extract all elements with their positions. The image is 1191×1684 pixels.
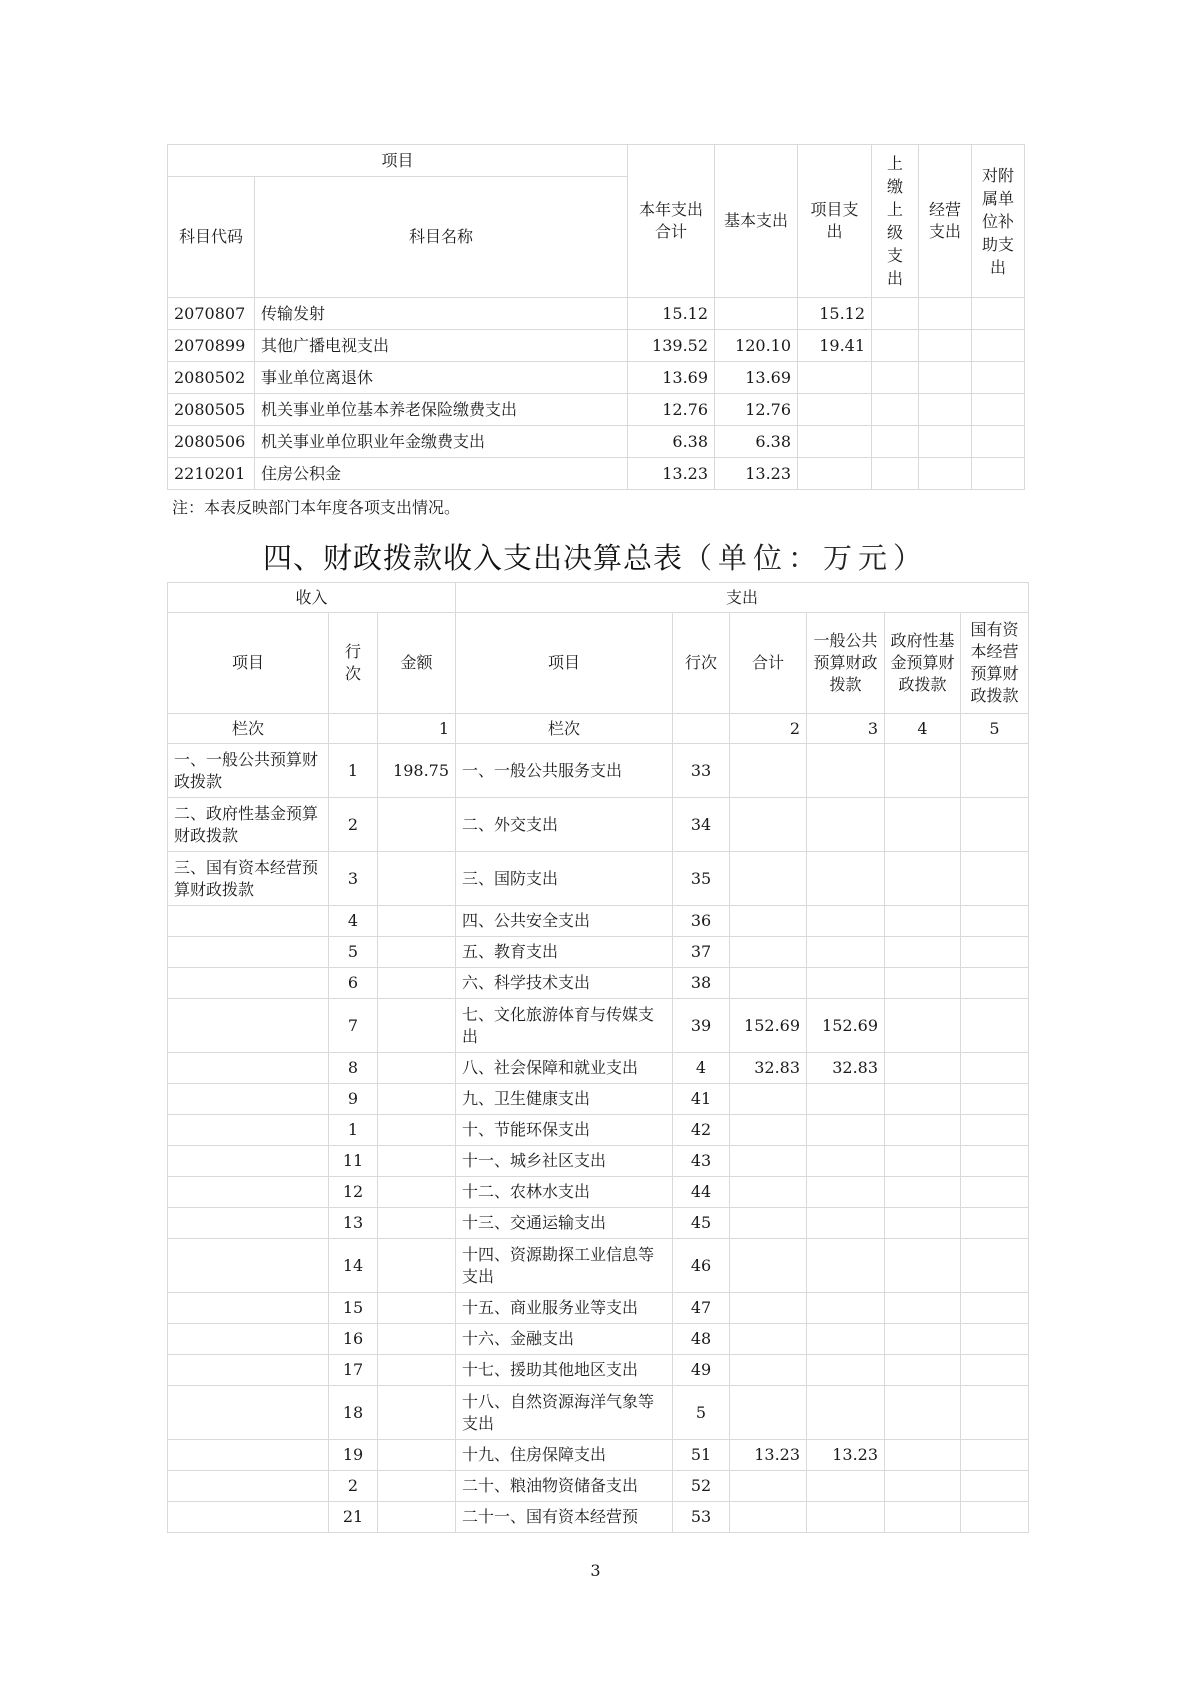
cell-ex-line: 46 bbox=[673, 1239, 730, 1293]
cell-ex-item: 二十一、国有资本经营预 bbox=[456, 1502, 673, 1533]
cell-basic: 13.23 bbox=[715, 458, 798, 490]
cell-total: 13.23 bbox=[628, 458, 715, 490]
cell-subsidy bbox=[972, 298, 1025, 330]
cell-in-line: 8 bbox=[329, 1053, 378, 1084]
cell-ex-item: 十七、援助其他地区支出 bbox=[456, 1355, 673, 1386]
table-row bbox=[168, 1502, 1029, 1533]
cell-in-line: 1 bbox=[329, 1115, 378, 1146]
cell-state bbox=[961, 1115, 1029, 1146]
header-total: 本年支出合计 bbox=[628, 145, 715, 298]
cell-project bbox=[798, 458, 872, 490]
table-row bbox=[168, 362, 1025, 394]
header-basic: 基本支出 bbox=[715, 145, 798, 298]
cell-total bbox=[730, 1293, 807, 1324]
table-row bbox=[168, 1471, 1029, 1502]
header-subsidy: 对附属单位补助支出 bbox=[972, 145, 1025, 298]
table-row bbox=[168, 1146, 1029, 1177]
cell-general bbox=[807, 744, 885, 798]
header-ex-line: 行次 bbox=[673, 613, 730, 714]
header-in-item: 项目 bbox=[168, 613, 329, 714]
cell-ex-item: 四、公共安全支出 bbox=[456, 906, 673, 937]
cell-in-item: 一、一般公共预算财政拨款 bbox=[168, 744, 329, 798]
cell-ex-line: 38 bbox=[673, 968, 730, 999]
cell-in-amount bbox=[378, 968, 456, 999]
cell-business bbox=[919, 362, 972, 394]
cell-in-amount bbox=[378, 1471, 456, 1502]
cell-in-item bbox=[168, 1324, 329, 1355]
header-code: 科目代码 bbox=[168, 177, 255, 298]
cell-total: 6.38 bbox=[628, 426, 715, 458]
cell-ex-line: 41 bbox=[673, 1084, 730, 1115]
cell-project: 15.12 bbox=[798, 298, 872, 330]
header-project: 项目支出 bbox=[798, 145, 872, 298]
cell-general bbox=[807, 1115, 885, 1146]
cell-state bbox=[961, 1239, 1029, 1293]
cell-ex-line: 4 bbox=[673, 1053, 730, 1084]
cell-ex-line: 47 bbox=[673, 1293, 730, 1324]
cell-project bbox=[798, 394, 872, 426]
table-row bbox=[168, 426, 1025, 458]
cell-ex-line: 42 bbox=[673, 1115, 730, 1146]
section-title-text: 四、财政拨款收入支出决算总表 bbox=[262, 541, 683, 575]
cell-state bbox=[961, 744, 1029, 798]
cell-fund bbox=[885, 1177, 961, 1208]
cell-upper bbox=[872, 330, 919, 362]
cell-general bbox=[807, 906, 885, 937]
cell-total: 152.69 bbox=[730, 999, 807, 1053]
cell-in-line: 6 bbox=[329, 968, 378, 999]
cell-subsidy bbox=[972, 394, 1025, 426]
cell-in-line: 2 bbox=[329, 1471, 378, 1502]
cell-in-amount bbox=[378, 1324, 456, 1355]
cell-in-line: 16 bbox=[329, 1324, 378, 1355]
cell-general bbox=[807, 1386, 885, 1440]
cell-state bbox=[961, 1293, 1029, 1324]
cell-general: 13.23 bbox=[807, 1440, 885, 1471]
cell-ex-line: 51 bbox=[673, 1440, 730, 1471]
col-index-in-label: 栏次 bbox=[168, 714, 329, 744]
cell-in-item: 二、政府性基金预算财政拨款 bbox=[168, 798, 329, 852]
cell-fund bbox=[885, 1440, 961, 1471]
cell-state bbox=[961, 1208, 1029, 1239]
cell-in-item bbox=[168, 1293, 329, 1324]
cell-general bbox=[807, 1239, 885, 1293]
cell-upper bbox=[872, 298, 919, 330]
cell-in-item bbox=[168, 1239, 329, 1293]
cell-state bbox=[961, 852, 1029, 906]
cell-fund bbox=[885, 852, 961, 906]
cell-in-amount bbox=[378, 937, 456, 968]
table-row bbox=[168, 394, 1025, 426]
col-index-total: 2 bbox=[730, 714, 807, 744]
cell-in-item bbox=[168, 968, 329, 999]
cell-fund bbox=[885, 906, 961, 937]
header-in-line: 行次 bbox=[329, 613, 378, 714]
table-row bbox=[168, 1293, 1029, 1324]
cell-in-line: 9 bbox=[329, 1084, 378, 1115]
cell-in-line: 17 bbox=[329, 1355, 378, 1386]
cell-project: 19.41 bbox=[798, 330, 872, 362]
cell-in-amount bbox=[378, 1239, 456, 1293]
cell-ex-line: 49 bbox=[673, 1355, 730, 1386]
cell-total: 32.83 bbox=[730, 1053, 807, 1084]
cell-ex-line: 48 bbox=[673, 1324, 730, 1355]
cell-state bbox=[961, 1146, 1029, 1177]
cell-general bbox=[807, 852, 885, 906]
cell-code: 2080506 bbox=[168, 426, 255, 458]
cell-in-item bbox=[168, 1355, 329, 1386]
cell-in-line: 11 bbox=[329, 1146, 378, 1177]
cell-basic: 13.69 bbox=[715, 362, 798, 394]
table-row bbox=[168, 744, 1029, 798]
table-row bbox=[168, 937, 1029, 968]
cell-subsidy bbox=[972, 458, 1025, 490]
table-row bbox=[168, 1440, 1029, 1471]
header-expense: 支出 bbox=[456, 583, 1029, 613]
cell-state bbox=[961, 798, 1029, 852]
cell-upper bbox=[872, 362, 919, 394]
cell-state bbox=[961, 1386, 1029, 1440]
cell-ex-item: 十二、农林水支出 bbox=[456, 1177, 673, 1208]
cell-ex-line: 36 bbox=[673, 906, 730, 937]
cell-in-item bbox=[168, 1386, 329, 1440]
cell-state bbox=[961, 1440, 1029, 1471]
cell-fund bbox=[885, 744, 961, 798]
table-row bbox=[168, 1177, 1029, 1208]
cell-general: 32.83 bbox=[807, 1053, 885, 1084]
cell-ex-item: 十六、金融支出 bbox=[456, 1324, 673, 1355]
table-note: 注：本表反映部门本年度各项支出情况。 bbox=[172, 498, 461, 517]
cell-in-amount bbox=[378, 1053, 456, 1084]
cell-name: 住房公积金 bbox=[255, 458, 628, 490]
cell-total: 13.23 bbox=[730, 1440, 807, 1471]
cell-in-amount bbox=[378, 1502, 456, 1533]
table-row bbox=[168, 1324, 1029, 1355]
col-index-fund: 4 bbox=[885, 714, 961, 744]
cell-in-amount bbox=[378, 1208, 456, 1239]
cell-upper bbox=[872, 426, 919, 458]
cell-ex-line: 39 bbox=[673, 999, 730, 1053]
cell-in-line: 3 bbox=[329, 852, 378, 906]
cell-basic: 12.76 bbox=[715, 394, 798, 426]
page-number: 3 bbox=[590, 1561, 601, 1580]
cell-fund bbox=[885, 798, 961, 852]
section-unit: （单位：万元） bbox=[683, 541, 929, 575]
cell-total bbox=[730, 1471, 807, 1502]
col-index-state: 5 bbox=[961, 714, 1029, 744]
header-item: 项目 bbox=[168, 145, 628, 177]
cell-in-amount: 198.75 bbox=[378, 744, 456, 798]
cell-in-line: 14 bbox=[329, 1239, 378, 1293]
cell-general bbox=[807, 968, 885, 999]
cell-in-item bbox=[168, 1053, 329, 1084]
header-in-amount: 金额 bbox=[378, 613, 456, 714]
cell-in-amount bbox=[378, 999, 456, 1053]
cell-ex-line: 35 bbox=[673, 852, 730, 906]
cell-ex-item: 十、节能环保支出 bbox=[456, 1115, 673, 1146]
cell-in-item bbox=[168, 1440, 329, 1471]
cell-total: 12.76 bbox=[628, 394, 715, 426]
table-row bbox=[168, 1386, 1029, 1440]
cell-general bbox=[807, 1146, 885, 1177]
cell-in-item bbox=[168, 1177, 329, 1208]
cell-fund bbox=[885, 1293, 961, 1324]
cell-ex-line: 37 bbox=[673, 937, 730, 968]
cell-ex-line: 52 bbox=[673, 1471, 730, 1502]
table-row bbox=[168, 1208, 1029, 1239]
cell-ex-item: 十五、商业服务业等支出 bbox=[456, 1293, 673, 1324]
cell-ex-item: 十四、资源勘探工业信息等支出 bbox=[456, 1239, 673, 1293]
cell-in-amount bbox=[378, 798, 456, 852]
cell-state bbox=[961, 1324, 1029, 1355]
cell-in-amount bbox=[378, 1440, 456, 1471]
cell-total bbox=[730, 968, 807, 999]
table-row bbox=[168, 298, 1025, 330]
cell-code: 2080505 bbox=[168, 394, 255, 426]
cell-fund bbox=[885, 1471, 961, 1502]
cell-in-item bbox=[168, 1084, 329, 1115]
cell-in-amount bbox=[378, 1146, 456, 1177]
cell-fund bbox=[885, 1084, 961, 1115]
cell-state bbox=[961, 1177, 1029, 1208]
cell-total bbox=[730, 1208, 807, 1239]
cell-subsidy bbox=[972, 426, 1025, 458]
cell-state bbox=[961, 906, 1029, 937]
cell-ex-line: 45 bbox=[673, 1208, 730, 1239]
cell-fund bbox=[885, 1115, 961, 1146]
cell-total bbox=[730, 937, 807, 968]
cell-in-item bbox=[168, 1502, 329, 1533]
table-row bbox=[168, 999, 1029, 1053]
cell-general bbox=[807, 1471, 885, 1502]
cell-ex-item: 九、卫生健康支出 bbox=[456, 1084, 673, 1115]
cell-name: 传输发射 bbox=[255, 298, 628, 330]
cell-in-item bbox=[168, 906, 329, 937]
cell-name: 机关事业单位基本养老保险缴费支出 bbox=[255, 394, 628, 426]
cell-in-line: 2 bbox=[329, 798, 378, 852]
cell-ex-item: 十三、交通运输支出 bbox=[456, 1208, 673, 1239]
cell-ex-item: 十一、城乡社区支出 bbox=[456, 1146, 673, 1177]
cell-state bbox=[961, 999, 1029, 1053]
cell-fund bbox=[885, 1386, 961, 1440]
cell-in-amount bbox=[378, 1386, 456, 1440]
header-income: 收入 bbox=[168, 583, 456, 613]
cell-upper bbox=[872, 394, 919, 426]
cell-total bbox=[730, 798, 807, 852]
cell-ex-line: 43 bbox=[673, 1146, 730, 1177]
cell-in-amount bbox=[378, 1293, 456, 1324]
cell-fund bbox=[885, 1208, 961, 1239]
cell-general bbox=[807, 1177, 885, 1208]
cell-ex-item: 十九、住房保障支出 bbox=[456, 1440, 673, 1471]
cell-total bbox=[730, 906, 807, 937]
cell-in-item bbox=[168, 1471, 329, 1502]
cell-in-line: 4 bbox=[329, 906, 378, 937]
cell-total bbox=[730, 1239, 807, 1293]
cell-fund bbox=[885, 1502, 961, 1533]
cell-in-amount bbox=[378, 852, 456, 906]
cell-total bbox=[730, 744, 807, 798]
table-row bbox=[168, 458, 1025, 490]
cell-state bbox=[961, 1084, 1029, 1115]
cell-basic bbox=[715, 298, 798, 330]
cell-ex-item: 七、文化旅游体育与传媒支出 bbox=[456, 999, 673, 1053]
cell-total bbox=[730, 1386, 807, 1440]
cell-total bbox=[730, 1146, 807, 1177]
cell-basic: 6.38 bbox=[715, 426, 798, 458]
cell-in-line: 18 bbox=[329, 1386, 378, 1440]
cell-general bbox=[807, 1084, 885, 1115]
cell-general bbox=[807, 1355, 885, 1386]
cell-name: 机关事业单位职业年金缴费支出 bbox=[255, 426, 628, 458]
cell-state bbox=[961, 1355, 1029, 1386]
cell-name: 其他广播电视支出 bbox=[255, 330, 628, 362]
cell-in-line: 19 bbox=[329, 1440, 378, 1471]
cell-state bbox=[961, 937, 1029, 968]
cell-subsidy bbox=[972, 330, 1025, 362]
column-index-row bbox=[168, 714, 1029, 744]
cell-in-item bbox=[168, 1115, 329, 1146]
cell-total bbox=[730, 852, 807, 906]
cell-state bbox=[961, 1053, 1029, 1084]
col-index-general: 3 bbox=[807, 714, 885, 744]
table-row bbox=[168, 852, 1029, 906]
cell-fund bbox=[885, 1355, 961, 1386]
cell-in-amount bbox=[378, 906, 456, 937]
cell-fund bbox=[885, 937, 961, 968]
cell-ex-item: 五、教育支出 bbox=[456, 937, 673, 968]
cell-total bbox=[730, 1502, 807, 1533]
cell-general bbox=[807, 1208, 885, 1239]
cell-total bbox=[730, 1355, 807, 1386]
cell-fund bbox=[885, 999, 961, 1053]
cell-general bbox=[807, 798, 885, 852]
expenditure-detail-table bbox=[167, 144, 1025, 490]
cell-fund bbox=[885, 968, 961, 999]
cell-business bbox=[919, 330, 972, 362]
cell-business bbox=[919, 298, 972, 330]
cell-general bbox=[807, 937, 885, 968]
cell-ex-line: 44 bbox=[673, 1177, 730, 1208]
table-row bbox=[168, 330, 1025, 362]
cell-general: 152.69 bbox=[807, 999, 885, 1053]
cell-in-item bbox=[168, 1208, 329, 1239]
cell-ex-item: 一、一般公共服务支出 bbox=[456, 744, 673, 798]
header-ex-fund: 政府性基金预算财政拨款 bbox=[885, 613, 961, 714]
cell-subsidy bbox=[972, 362, 1025, 394]
cell-in-item bbox=[168, 1146, 329, 1177]
cell-in-line: 21 bbox=[329, 1502, 378, 1533]
table-row bbox=[168, 1084, 1029, 1115]
cell-ex-item: 三、国防支出 bbox=[456, 852, 673, 906]
cell-code: 2210201 bbox=[168, 458, 255, 490]
table-row bbox=[168, 1053, 1029, 1084]
cell-in-line: 12 bbox=[329, 1177, 378, 1208]
table-row bbox=[168, 798, 1029, 852]
cell-ex-item: 六、科学技术支出 bbox=[456, 968, 673, 999]
cell-in-line: 5 bbox=[329, 937, 378, 968]
cell-general bbox=[807, 1293, 885, 1324]
table-row bbox=[168, 1239, 1029, 1293]
table-row bbox=[168, 906, 1029, 937]
cell-business bbox=[919, 394, 972, 426]
cell-state bbox=[961, 1502, 1029, 1533]
cell-fund bbox=[885, 1324, 961, 1355]
cell-in-item: 三、国有资本经营预算财政拨款 bbox=[168, 852, 329, 906]
cell-in-amount bbox=[378, 1177, 456, 1208]
cell-in-line: 13 bbox=[329, 1208, 378, 1239]
cell-upper bbox=[872, 458, 919, 490]
cell-general bbox=[807, 1502, 885, 1533]
cell-in-line: 15 bbox=[329, 1293, 378, 1324]
cell-ex-line: 5 bbox=[673, 1386, 730, 1440]
header-ex-state: 国有资本经营预算财政拨款 bbox=[961, 613, 1029, 714]
cell-ex-line: 34 bbox=[673, 798, 730, 852]
cell-in-line: 1 bbox=[329, 744, 378, 798]
cell-business bbox=[919, 426, 972, 458]
table-row bbox=[168, 1115, 1029, 1146]
cell-in-line: 7 bbox=[329, 999, 378, 1053]
cell-fund bbox=[885, 1146, 961, 1177]
cell-code: 2080502 bbox=[168, 362, 255, 394]
cell-total: 15.12 bbox=[628, 298, 715, 330]
header-name: 科目名称 bbox=[255, 177, 628, 298]
cell-total: 13.69 bbox=[628, 362, 715, 394]
cell-state bbox=[961, 968, 1029, 999]
cell-total: 139.52 bbox=[628, 330, 715, 362]
header-upper: 上缴上级支出 bbox=[872, 145, 919, 298]
cell-in-item bbox=[168, 937, 329, 968]
section-title bbox=[0, 538, 1191, 578]
cell-total bbox=[730, 1115, 807, 1146]
col-index-ex-label: 栏次 bbox=[456, 714, 673, 744]
cell-total bbox=[730, 1324, 807, 1355]
header-ex-total: 合计 bbox=[730, 613, 807, 714]
cell-project bbox=[798, 426, 872, 458]
cell-code: 2070807 bbox=[168, 298, 255, 330]
cell-project bbox=[798, 362, 872, 394]
cell-ex-item: 二十、粮油物资储备支出 bbox=[456, 1471, 673, 1502]
cell-ex-line: 33 bbox=[673, 744, 730, 798]
cell-basic: 120.10 bbox=[715, 330, 798, 362]
cell-total bbox=[730, 1177, 807, 1208]
cell-fund bbox=[885, 1239, 961, 1293]
table-row bbox=[168, 968, 1029, 999]
cell-ex-item: 八、社会保障和就业支出 bbox=[456, 1053, 673, 1084]
cell-general bbox=[807, 1324, 885, 1355]
table-row bbox=[168, 1355, 1029, 1386]
cell-in-amount bbox=[378, 1084, 456, 1115]
cell-name: 事业单位离退休 bbox=[255, 362, 628, 394]
header-ex-item: 项目 bbox=[456, 613, 673, 714]
cell-in-amount bbox=[378, 1355, 456, 1386]
col-index-in-amount: 1 bbox=[378, 714, 456, 744]
cell-fund bbox=[885, 1053, 961, 1084]
cell-total bbox=[730, 1084, 807, 1115]
cell-in-amount bbox=[378, 1115, 456, 1146]
header-ex-general: 一般公共预算财政拨款 bbox=[807, 613, 885, 714]
cell-ex-item: 十八、自然资源海洋气象等支出 bbox=[456, 1386, 673, 1440]
cell-ex-item: 二、外交支出 bbox=[456, 798, 673, 852]
cell-business bbox=[919, 458, 972, 490]
header-business: 经营支出 bbox=[919, 145, 972, 298]
cell-ex-line: 53 bbox=[673, 1502, 730, 1533]
cell-code: 2070899 bbox=[168, 330, 255, 362]
cell-state bbox=[961, 1471, 1029, 1502]
fiscal-summary-table bbox=[167, 582, 1029, 1533]
cell-in-item bbox=[168, 999, 329, 1053]
